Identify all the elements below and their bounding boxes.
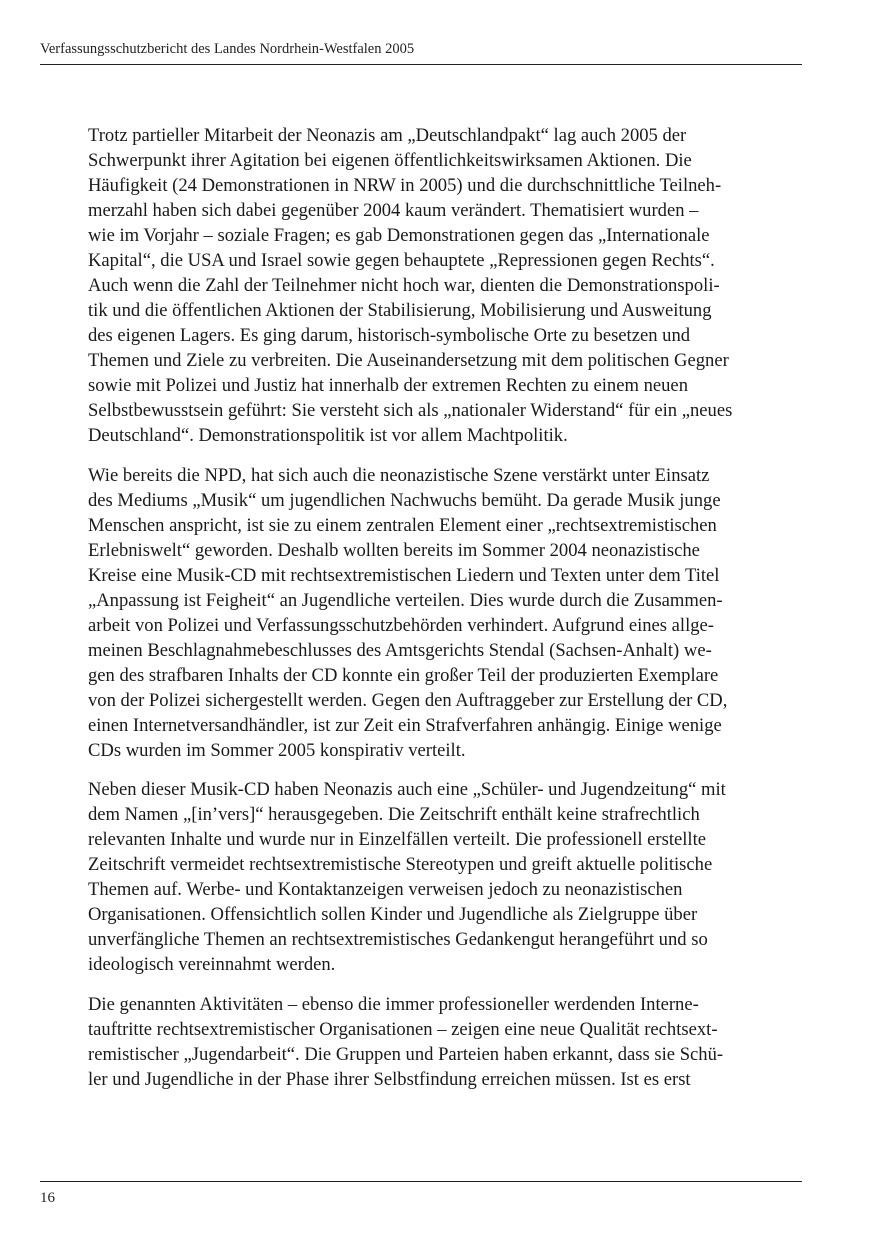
paragraph-music-cd: Wie bereits die NPD, hat sich auch die neonazistische Szene verstärkt unter Einsatz des Mediums „Musik“ um jugendlichen Nachwuchs bemüht. Da gerade Musik junge Menschen anspricht, ist sie zu einem zentralen Element einer „rechtsextremistischen Erlebniswelt“ geworden. Deshalb wollten bereits im Sommer 2004 neonazistische Kreise eine Musik-CD mit rechtsextremistischen Liedern und Texten unter dem Titel „Anpassung ist Feigheit“ an Jugendliche verteilen. Dies wurde durch die Zusammen- arbeit von Polizei und Verfassungsschutzbehörden verhindert. Aufgrund eines allge- meinen Beschlagnahmebeschlusses des Amtsgerichts Stendal (Sachsen-Anhalt) we- gen des strafbaren Inhalts der CD konnte ein großer Teil der produzierten Exemplare von der Polizei sichergestellt werden. Gegen den Auftraggeber zur Erstellung der CD, einen Internetversandhändler, ist zur Zeit ein Strafverfahren anhängig. Einige wenige CDs wurden im Sommer 2005 konspirativ verteilt. [88,464,728,761]
main-text [88,123,806,1092]
paragraph-demonstrations: Trotz partieller Mitarbeit der Neonazis am „Deutschlandpakt“ lag auch 2005 der Schwerpunkt ihrer Agitation bei eigenen öffentlichkeitswirksamen Aktionen. Die Häufigkeit (24 Demonstrationen in NRW in 2005) und die durchschnittliche Teilneh- merzahl haben sich dabei gegenüber 2004 kaum verändert. Thematisiert wurden – wie im Vorjahr – soziale Fragen; es gab Demonstrationen gegen das „Internationale Kapital“, die USA und Israel sowie gegen behauptete „Repressionen gegen Rechts“. Auch wenn die Zahl der Teilnehmer nicht hoch war, dienten die Demonstrationspoli- tik und die öffentlichen Aktionen der Stabilisierung, Mobilisierung und Ausweitung des eigenen Lagers. Es ging darum, historisch-symbolische Orte zu besetzen und Themen und Ziele zu verbreiten. Die Auseinandersetzung mit dem politischen Gegner sowie mit Polizei und Justiz hat innerhalb der extremen Rechten zu einem neuen Selbstbewusstsein geführt: Sie versteht sich als „nationaler Widerstand“ für ein „neues Deutschland“. Demonstrationspolitik ist vor allem Machtpolitik. [88,125,733,446]
paragraph-youth-work: Die genannten Aktivitäten – ebenso die immer professioneller werdenden Interne- tauftritte rechtsextremistischer Organisationen – zeigen eine neue Qualität rechtsext- remistischer „Jugendarbeit“. Die Gruppen und Parteien haben erkannt, dass sie Schü- ler und Jugendliche in der Phase ihrer Selbstfindung erreichen müssen. Ist es erst [88,993,724,1090]
paragraph-youth-magazine: Neben dieser Musik-CD haben Neonazis auch eine „Schüler- und Jugendzeitung“ mit dem Namen „[in’vers]“ herausgegeben. Die Zeitschrift enthält keine strafrechtlich relevanten Inhalte und wurde nur in Einzelfällen verteilt. Die professionell erstellte Zeitschrift vermeidet rechtsextremistische Stereotypen und greift aktuelle politische Themen auf. Werbe- und Kontaktanzeigen verweisen jedoch zu neonazistischen Organisationen. Offensichtlich sollen Kinder und Jugendliche als Zielgruppe über unverfängliche Themen an rechtsextremistisches Gedankengut herangeführt und so ideologisch vereinnahmt werden. [88,779,726,975]
running-header-title: Verfassungsschutzbericht des Landes Nordrhein-Westfalen 2005 [40,41,415,57]
page-number: 16 [40,1190,55,1206]
footer-rule [40,1181,802,1182]
header-rule [40,64,802,65]
